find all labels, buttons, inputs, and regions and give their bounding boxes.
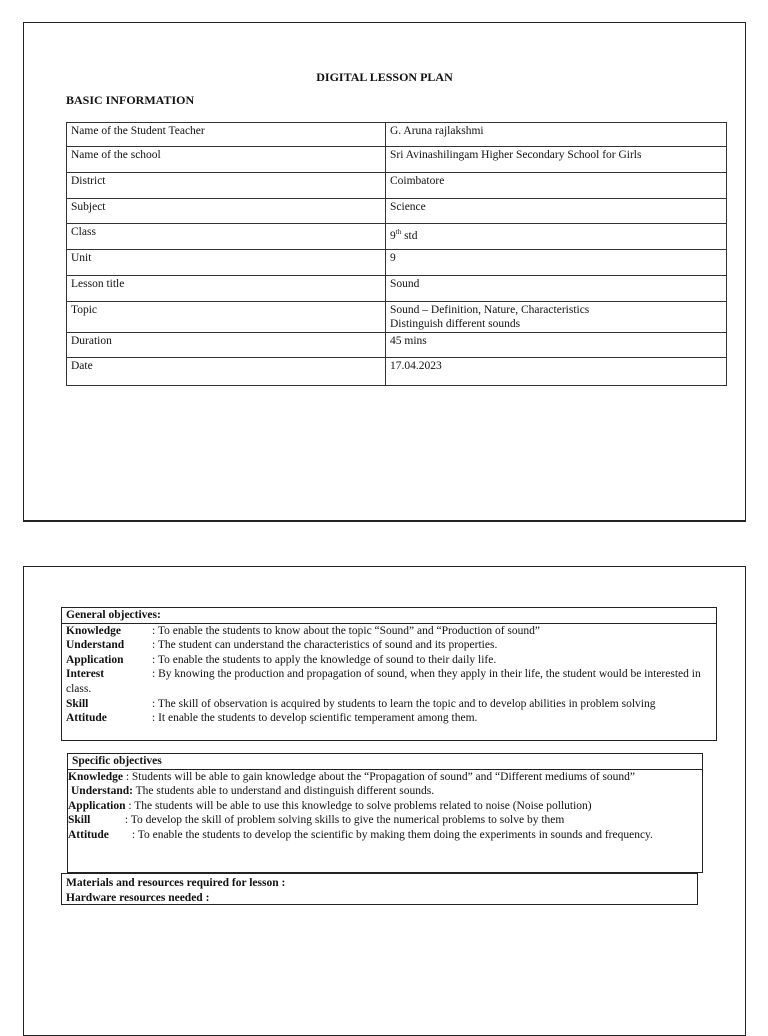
table-cell-label: Name of the Student Teacher — [67, 123, 386, 147]
table-row — [67, 147, 727, 173]
objective-text: : It enable the students to develop scientific temperament among them. — [152, 712, 478, 725]
objective-text: : To enable the students to apply the knowledge of sound to their daily life. — [152, 653, 497, 666]
table-cell-value: 17.04.2023 — [386, 358, 727, 386]
table-cell-label: Subject — [67, 199, 386, 224]
table-cell-value: Coimbatore — [386, 173, 727, 199]
objective-label: Attitude — [66, 712, 107, 725]
class-suffix: std — [401, 229, 418, 242]
table-row — [67, 302, 727, 333]
table-cell-value: Sound — [386, 276, 727, 302]
table-cell-value — [386, 224, 727, 250]
table-row — [67, 250, 727, 276]
objective-label: Knowledge — [68, 770, 123, 783]
general-objectives-box — [61, 607, 717, 741]
table-row — [67, 224, 727, 250]
objective-label: Application — [68, 799, 126, 812]
objective-label: Understand — [66, 639, 125, 652]
table-cell-label: Name of the school — [67, 147, 386, 173]
general-objectives-heading: General objectives: — [62, 608, 716, 624]
table-row — [67, 333, 727, 358]
basic-information-table — [66, 122, 727, 386]
table-cell-label: Topic — [67, 302, 386, 333]
objective-row — [62, 653, 716, 668]
table-cell-value: 9 — [386, 250, 727, 276]
table-cell-value — [386, 302, 727, 333]
objective-label: Skill — [68, 814, 91, 827]
objective-text: The students able to understand and distinguish different sounds. — [132, 785, 435, 798]
objective-label: Application — [66, 653, 124, 666]
objective-text: : The skill of observation is acquired by students to learn the topic and to develop abilities in problem solving — [152, 697, 656, 710]
objective-row — [68, 813, 702, 828]
materials-line: Materials and resources required for lesson : — [66, 877, 286, 889]
objective-text: : The students will be able to use this knowledge to solve problems related to noise (Noise pollution) — [125, 799, 592, 812]
objective-row — [62, 638, 716, 653]
objective-text: : To develop the skill of problem solving skills to give the numerical problems to solve by them — [90, 814, 565, 827]
table-cell-value: 45 mins — [386, 333, 727, 358]
table-row — [67, 173, 727, 199]
table-row — [67, 358, 727, 386]
objective-text: : To enable the students to develop the scientific by making them doing the experiments in sounds and frequency. — [108, 828, 653, 841]
objective-row — [62, 624, 716, 639]
basic-information-heading: BASIC INFORMATION — [66, 93, 195, 107]
objective-label: Knowledge — [66, 624, 121, 637]
topic-line-1: Sound – Definition, Nature, Characteristics — [390, 304, 590, 316]
table-row — [67, 276, 727, 302]
objective-row — [62, 667, 716, 696]
document-title: DIGITAL LESSON PLAN — [316, 70, 453, 84]
objective-row — [62, 711, 716, 726]
specific-objectives-heading: Specific objectives — [68, 754, 702, 770]
table-cell-label: Date — [67, 358, 386, 386]
topic-line-2: Distinguish different sounds — [390, 318, 521, 330]
class-superscript: th — [395, 228, 402, 236]
objective-row — [62, 697, 716, 712]
table-cell-value: Science — [386, 199, 727, 224]
objective-label: Attitude — [68, 828, 109, 841]
objective-label: Interest — [66, 668, 105, 681]
objective-text: : The student can understand the characteristics of sound and its properties. — [152, 639, 498, 652]
hardware-line: Hardware resources needed : — [66, 891, 210, 904]
specific-objectives-box — [67, 753, 703, 873]
table-cell-value: G. Aruna rajlakshmi — [386, 123, 727, 147]
page-two — [23, 566, 746, 1036]
objective-row — [68, 770, 702, 785]
objective-row — [68, 799, 702, 814]
objective-text: : To enable the students to know about the topic “Sound” and “Production of sound” — [152, 624, 540, 637]
table-cell-value: Sri Avinashilingam Higher Secondary School for Girls — [386, 147, 727, 173]
table-row — [67, 199, 727, 224]
table-cell-label: Duration — [67, 333, 386, 358]
table-cell-label: Class — [67, 224, 386, 250]
table-cell-label: Lesson title — [67, 276, 386, 302]
objective-row — [68, 828, 702, 843]
table-cell-label: District — [67, 173, 386, 199]
objective-text: : Students will be able to gain knowledge about the “Propagation of sound” and “Different mediums of sound” — [122, 770, 636, 783]
objective-row — [68, 784, 702, 799]
class-number: 9 — [390, 229, 396, 242]
page-one — [23, 22, 746, 522]
table-row — [67, 123, 727, 147]
objective-text: : By knowing the production and propagation of sound, when they apply in their life, the student would be interested in class. — [66, 668, 701, 695]
table-cell-label: Unit — [67, 250, 386, 276]
objective-label: Skill — [66, 697, 89, 710]
materials-box — [61, 873, 698, 905]
objective-label: Understand: — [71, 785, 133, 798]
